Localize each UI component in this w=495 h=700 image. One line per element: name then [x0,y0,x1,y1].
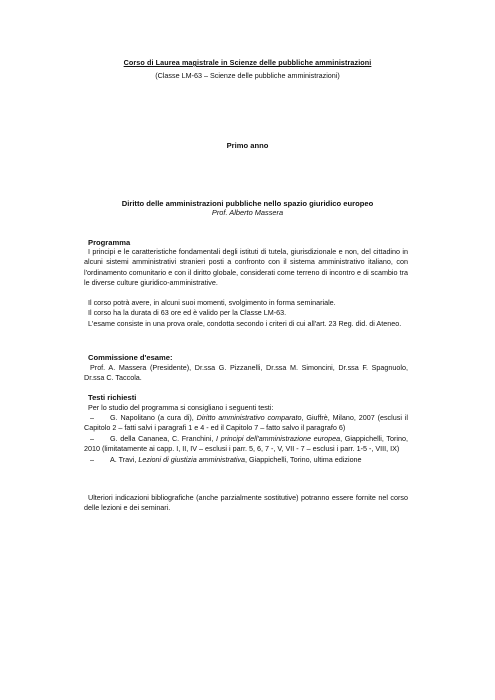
programma-details [84,298,408,329]
book-authors: G. della Cananea, C. Franchini, [110,433,217,443]
book-title: I principi dell'amministrazione europea [216,433,341,443]
durata-text: Il corso ha la durata di 63 ore ed è valido per la Classe LM-63. [88,308,287,318]
book-item [84,413,408,434]
commissione-heading: Commissione d'esame: [88,353,173,362]
book-details: , Giappichelli, Torino, 2010 (limitatamente ai capp. I, II, IV – esclusi i parr. 5, 6, 7 -, V, VII - 7 – esclusi i parr. 1-5 -, VIII, IX) [84,433,408,454]
esame-text: L'esame consiste in una prova orale, condotta secondo i criteri di cui all'art. 23 Reg. did. di Ateneo. [88,318,402,328]
year-heading: Primo anno [226,141,269,150]
degree-class: (Classe LM-63 – Scienze delle pubbliche amministrazioni) [155,71,340,80]
book-details: , Giappichelli, Torino, ultima edizione [245,454,362,464]
book-authors: A. Travi, [110,454,139,464]
programma-heading: Programma [88,238,131,247]
bibliography-note: Ulteriori indicazioni bibliografiche (anche parzialmente sostitutive) potranno essere fornite nel corso delle lezioni e dei seminari. [84,493,408,513]
commissione-text: Prof. A. Massera (Presidente), Dr.ssa G. Pizzanelli, Dr.ssa M. Simoncini, Dr.ssa F. Spagnuolo, Dr.ssa C. Taccola. [84,363,408,383]
book-dash: – [90,413,94,422]
book-item [84,455,408,465]
testi-intro: Per lo studio del programma si consigliano i seguenti testi: [88,403,274,412]
book-authors: G. Napolitano (a cura di), [110,413,197,422]
testi-heading: Testi richiesti [88,393,137,402]
book-title: Diritto amministrativo comparato [196,413,302,422]
book-dash: – [90,454,94,464]
course-professor: Prof. Alberto Massera [211,208,284,217]
course-title: Diritto delle amministrazioni pubbliche nello spazio giuridico europeo [121,199,374,208]
degree-heading: Corso di Laurea magistrale in Scienze delle pubbliche amministrazioni [123,58,372,67]
book-details: , Giuffrè, Milano, 2007 (esclusi il Capitolo 2 – fatti salvi i paragrafi 1 e 4 - ed il Capitolo 7 – fatto salvo il paragrafo 6) [84,413,408,433]
book-title: Lezioni di giustizia amministrativa [138,454,246,464]
book-dash: – [90,433,94,443]
seminari-text: Il corso potrà avere, in alcuni suoi momenti, svolgimento in forma seminariale. [88,298,336,307]
book-list [84,413,408,465]
book-item [84,434,408,455]
programma-text: I principi e le caratteristiche fondamentali degli istituti di tutela, giurisdizionale e non, del cittadino in alcuni sistemi amministrativi stranieri posti a confronto con il sistema amministrativo italiano, con l'ordinamento comunitario e con il diritto globale, considerati come terreno di incontro e di scambio tra le diverse culture giuridico-amministrative. [84,247,408,288]
